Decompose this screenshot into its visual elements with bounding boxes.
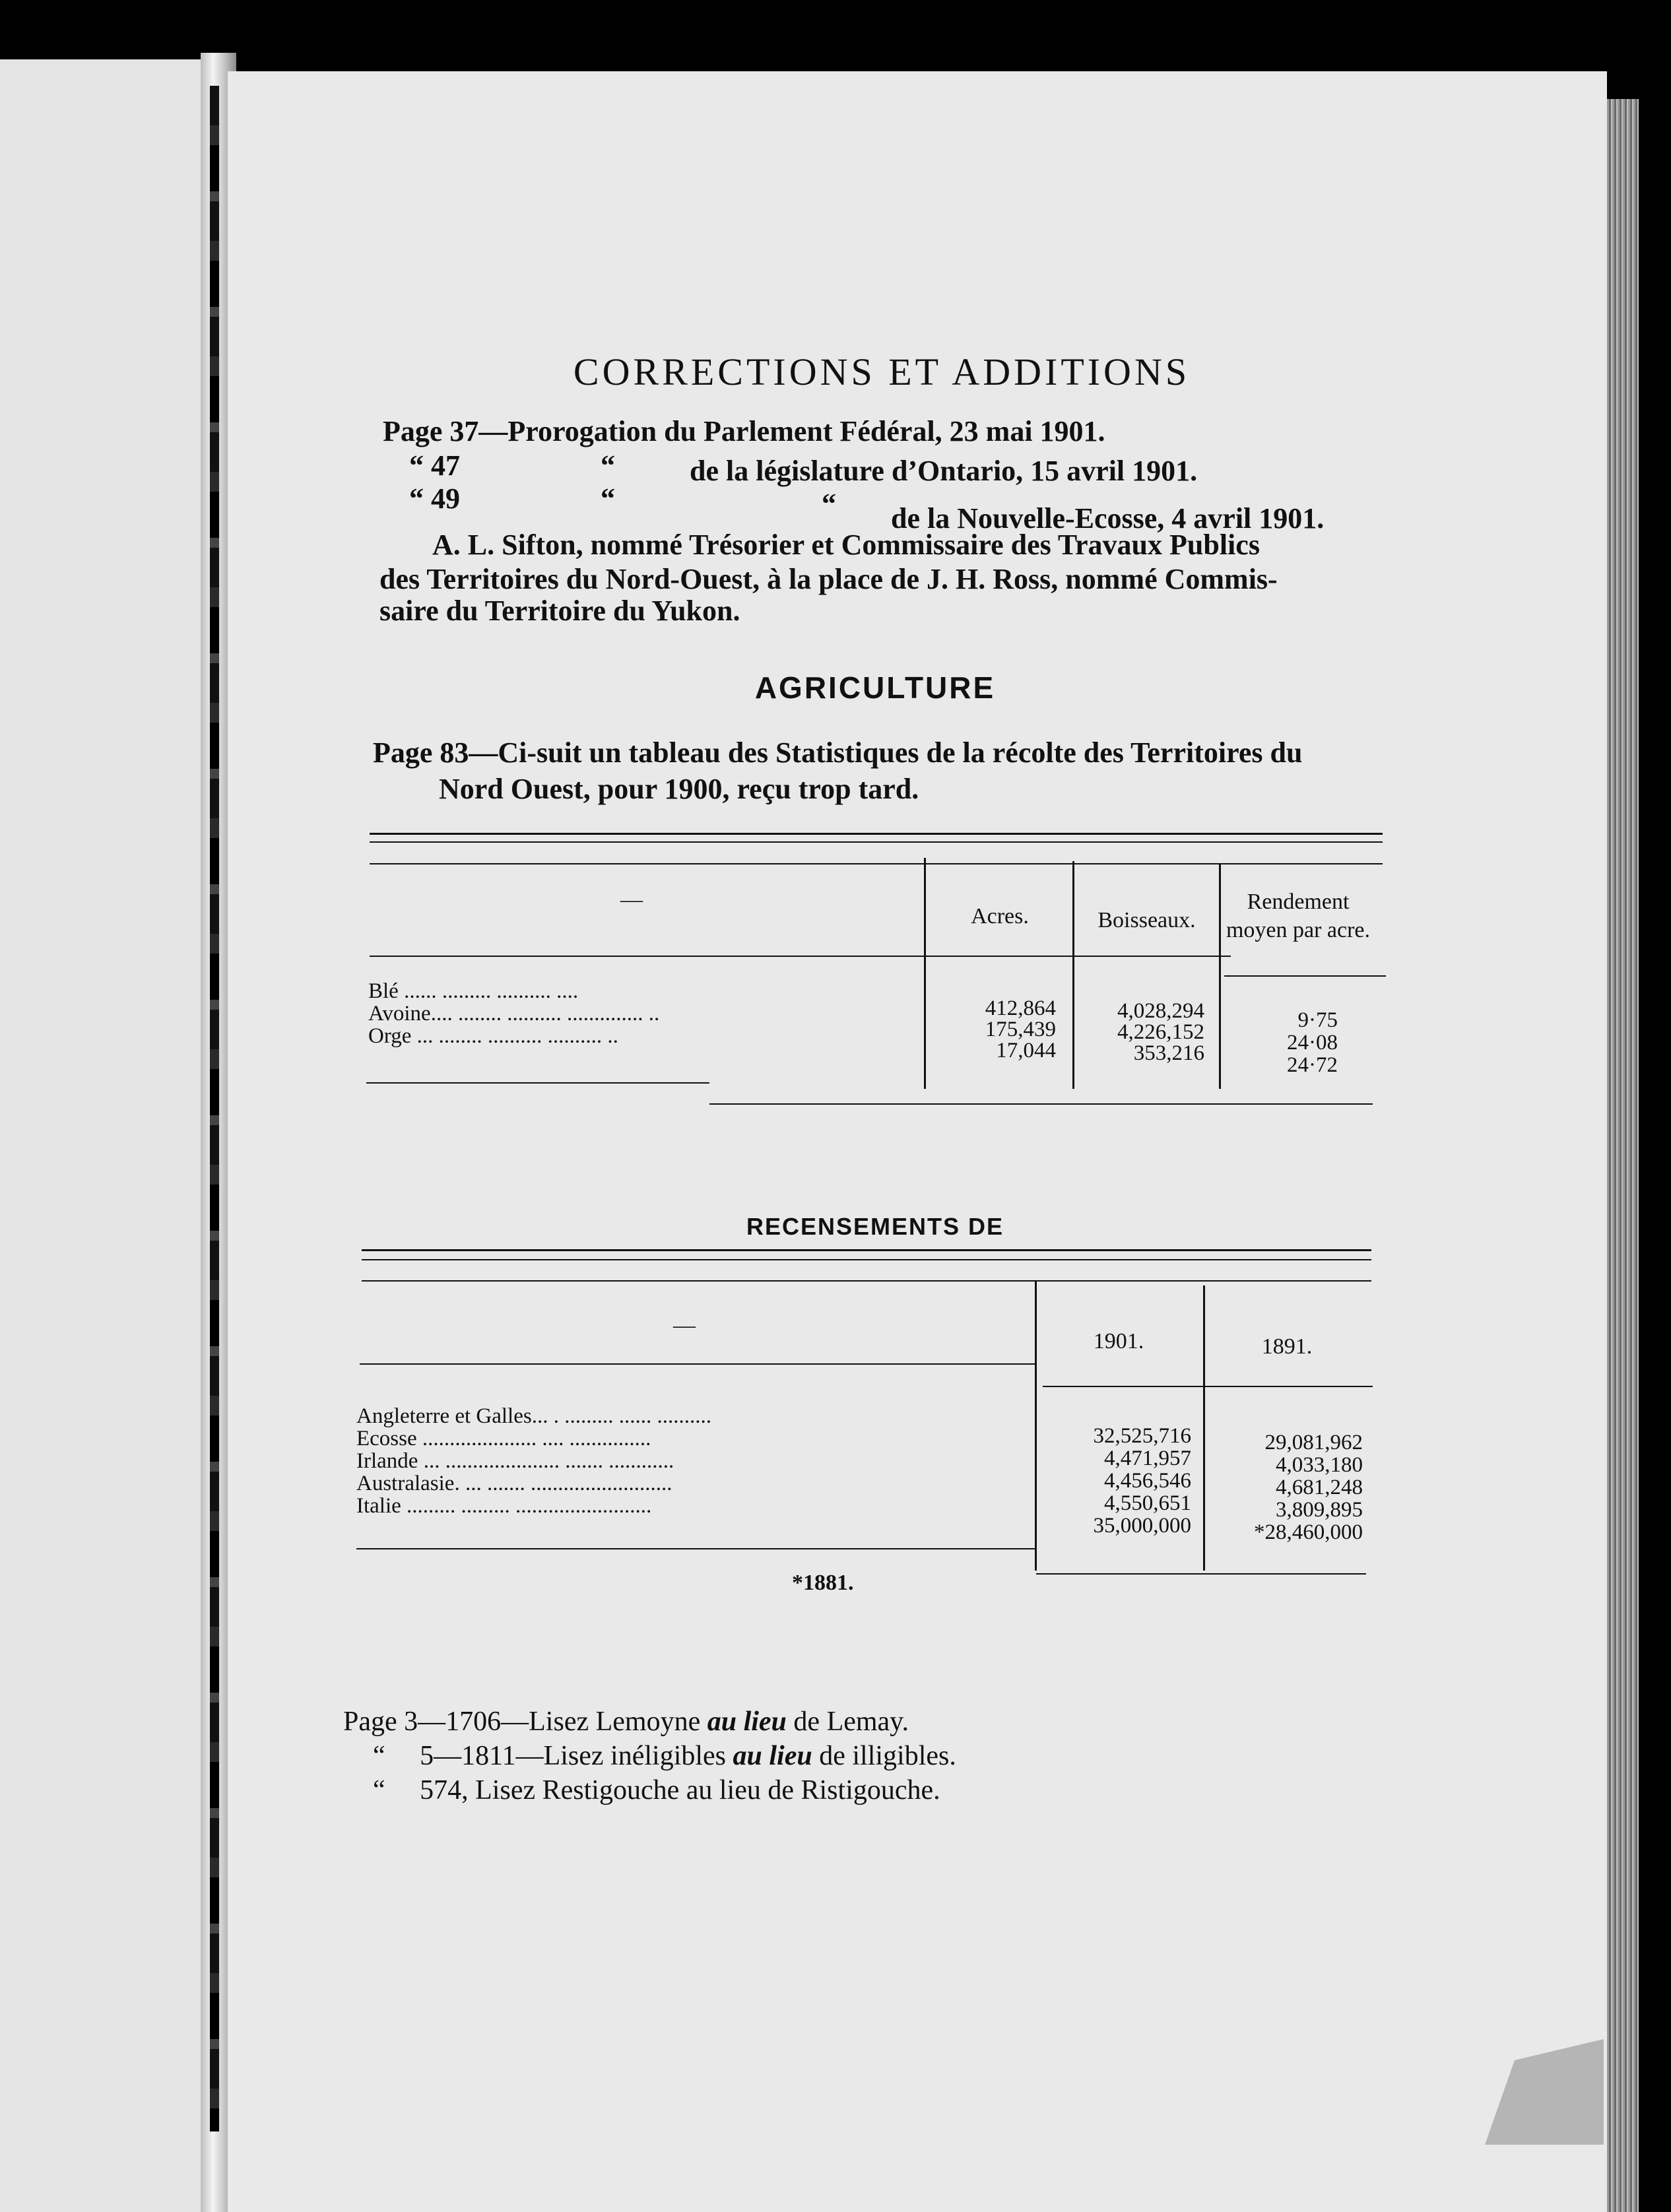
- table-cell-1891: 4,681,248: [1276, 1476, 1363, 1499]
- table-cell-boisseaux: 4,226,152: [1117, 1020, 1204, 1044]
- table-bottom-rule: [1036, 1573, 1366, 1575]
- table-cell-1901: 35,000,000: [1093, 1514, 1191, 1538]
- correction-ref: Page 37—: [383, 415, 508, 447]
- errata-ref: Page 3—1706—: [343, 1707, 529, 1737]
- table-cell-rendement: 24·08: [1287, 1031, 1338, 1055]
- header-rule: [360, 1363, 1036, 1365]
- table-row-label: Orge ... ........ .......... .......... ..: [368, 1024, 618, 1048]
- paragraph-line: A. L. Sifton, nommé Trésorier et Commissaire des Travaux Publics: [432, 529, 1260, 561]
- table-cell-1891: 4,033,180: [1276, 1453, 1363, 1477]
- table-cell-acres: 412,864: [985, 996, 1056, 1020]
- table-row-label: Italie ......... ......... .........................: [356, 1494, 652, 1518]
- column-header-1901: 1901.: [1093, 1329, 1144, 1353]
- column-divider: [1035, 1280, 1037, 1571]
- table-row-label: Irlande ... ..................... ....... ............: [356, 1449, 674, 1473]
- table-row-label: Australasie. ... ....... ..........................: [356, 1472, 672, 1495]
- header-rule: [1224, 975, 1386, 977]
- header-rule: [1043, 1386, 1373, 1387]
- table-cell-1891: *28,460,000: [1254, 1520, 1363, 1544]
- table-top-rule: [370, 841, 1383, 843]
- table-bottom-rule: [366, 1082, 709, 1084]
- footnote: *1881.: [792, 1571, 854, 1595]
- paragraph-line: saire du Territoire du Yukon.: [379, 595, 740, 627]
- table-cell-rendement: 24·72: [1287, 1053, 1338, 1077]
- table-bottom-rule: [709, 1103, 1373, 1105]
- table-top-rule: [362, 1249, 1371, 1251]
- table-cell-rendement: 9·75: [1297, 1008, 1338, 1032]
- correction-line-2: [409, 449, 460, 482]
- column-divider: [1219, 864, 1221, 1089]
- errata-line: “ 5—1811—Lisez inéligibles au lieu de illigibles.: [373, 1741, 956, 1771]
- table-cell-1901: 4,456,546: [1104, 1469, 1191, 1493]
- ditto-mark: “: [601, 449, 615, 482]
- column-divider: [924, 858, 926, 1089]
- correction-ref: “ 47: [409, 449, 460, 482]
- table-cell-1891: 3,809,895: [1276, 1498, 1363, 1522]
- correction-line-1: [383, 414, 1105, 448]
- column-divider: [1072, 861, 1074, 1089]
- correction-text: de la législature d’Ontario, 15 avril 1901.: [690, 455, 1198, 487]
- table-row-label: Angleterre et Galles... . ......... ...... ..........: [356, 1404, 711, 1428]
- recensements-heading: RECENSEMENTS DE: [746, 1213, 1004, 1240]
- table-bottom-rule: [356, 1548, 1036, 1549]
- ditto-mark: “: [822, 488, 836, 520]
- paragraph-line: des Territoires du Nord-Ouest, à la place de J. H. Ross, nommé Commis-: [379, 563, 1278, 595]
- column-header-boisseaux: Boisseaux.: [1098, 908, 1196, 932]
- errata-line: Page 3—1706—Lisez Lemoyne au lieu de Lemay.: [343, 1707, 909, 1737]
- table-cell-boisseaux: 353,216: [1133, 1041, 1204, 1065]
- table-cell-1901: 4,471,957: [1104, 1447, 1191, 1470]
- agriculture-intro-line: Nord Ouest, pour 1900, reçu trop tard.: [439, 773, 919, 805]
- table-cell-acres: 175,439: [985, 1018, 1056, 1041]
- table-top-rule: [362, 1259, 1371, 1260]
- correction-line-3: [409, 482, 460, 515]
- column-header-rendement: Rendement moyen par acre.: [1226, 890, 1371, 942]
- table-top-rule: [370, 833, 1383, 835]
- errata-ref: “ 5—1811—: [373, 1741, 544, 1771]
- table-row-label: Blé ...... ......... .......... ....: [368, 979, 579, 1003]
- table-cell-acres: 17,044: [996, 1039, 1056, 1062]
- column-divider: [1203, 1285, 1205, 1571]
- stub-header: —: [673, 1313, 694, 1338]
- correction-ref: “ 49: [409, 482, 460, 515]
- stub-header: —: [620, 888, 641, 912]
- table-top-rule: [362, 1280, 1371, 1282]
- page-edges: [1607, 99, 1639, 2212]
- table-cell-boisseaux: 4,028,294: [1117, 999, 1204, 1023]
- table-cell-1901: 4,550,651: [1104, 1491, 1191, 1515]
- ditto-mark: “: [601, 482, 615, 515]
- correction-text: de la Nouvelle-Ecosse, 4 avril 1901.: [891, 502, 1325, 535]
- correction-text: Prorogation du Parlement Fédéral, 23 mai 1901.: [508, 415, 1105, 447]
- table-cell-1901: 32,525,716: [1093, 1424, 1191, 1448]
- column-header-acres: Acres.: [971, 904, 1029, 928]
- column-header-1891: 1891.: [1261, 1334, 1313, 1359]
- table-row-label: Avoine.... ........ .......... .............. ..: [368, 1002, 660, 1025]
- table-cell-1891: 29,081,962: [1264, 1431, 1363, 1454]
- agriculture-heading: AGRICULTURE: [754, 670, 996, 705]
- table-top-rule: [370, 863, 1383, 864]
- agriculture-intro-line: Page 83—Ci-suit un tableau des Statistiques de la récolte des Territoires du: [373, 736, 1303, 769]
- errata-line: “ 574, Lisez Restigouche au lieu de Ristigouche.: [373, 1775, 940, 1805]
- header-rule: [370, 956, 1231, 957]
- errata-ref: “ 574,: [373, 1775, 476, 1805]
- table-row-label: Ecosse ..................... .... ...............: [356, 1427, 651, 1450]
- page-title: CORRECTIONS ET ADDITIONS: [573, 350, 1191, 393]
